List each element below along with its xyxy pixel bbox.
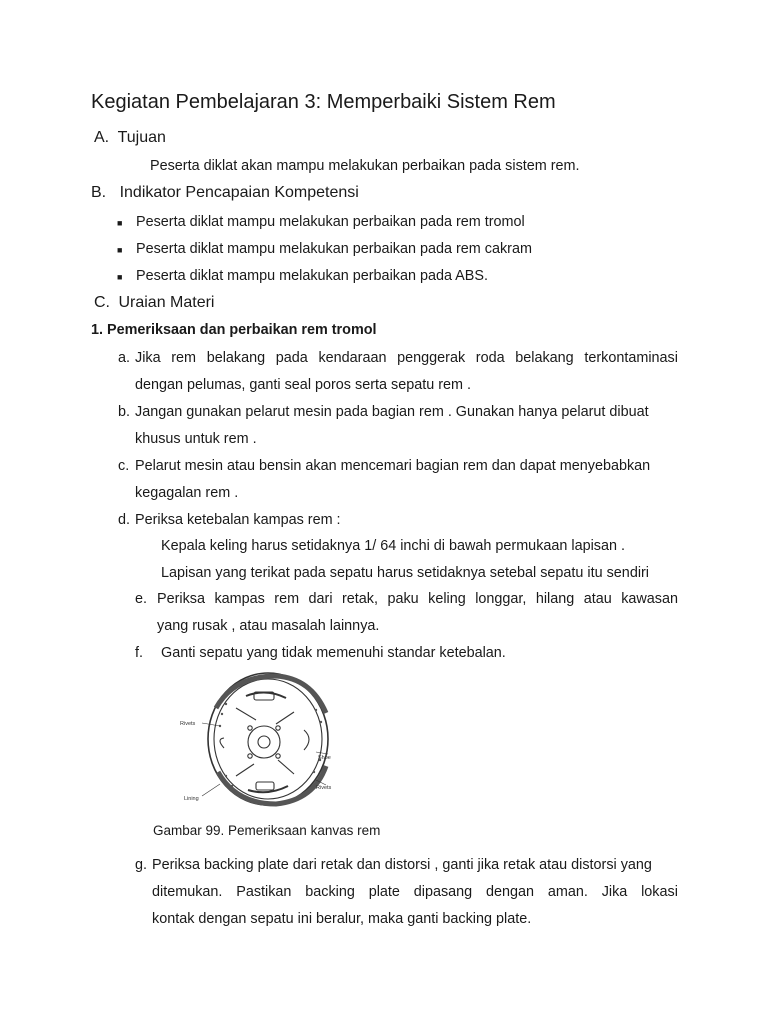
brake-drum-illustration <box>176 668 336 810</box>
word: keling <box>428 591 466 607</box>
word: backing <box>305 884 355 900</box>
label-lining: Lining <box>184 796 199 802</box>
item-a-marker: a. <box>118 350 131 366</box>
word: plate <box>368 884 400 900</box>
item-e-marker: e. <box>135 591 148 607</box>
word: dipasang <box>413 884 473 900</box>
word: hilang <box>535 591 575 607</box>
page-title: Kegiatan Pembelajaran 3: Memperbaiki Sistem Rem <box>91 91 556 113</box>
item-e-line2: yang rusak , atau masalah lainnya. <box>157 618 380 634</box>
section-a-text: Peserta diklat akan mampu melakukan perbaikan pada sistem rem. <box>150 158 580 174</box>
section-c-heading <box>94 294 214 312</box>
item-g-line3: kontak dengan sepatu ini beralur, maka ganti backing plate. <box>152 911 532 927</box>
word: Periksa <box>157 591 205 607</box>
bullet-icon: ■ <box>117 272 123 282</box>
word: dengan <box>486 884 535 900</box>
word: belakang <box>515 350 574 366</box>
word: pada <box>275 350 308 366</box>
section-a-title: Tujuan <box>117 129 166 146</box>
label-rivets: Rivets <box>180 721 196 727</box>
section-b-heading <box>91 184 359 202</box>
section-c-label: C. <box>94 294 110 311</box>
label-rivets-2: Rivets <box>316 785 332 791</box>
subsection-heading: 1. Pemeriksaan dan perbaikan rem tromol <box>91 322 377 338</box>
word: aman. <box>547 884 588 900</box>
item-b-marker: b. <box>118 404 131 420</box>
bullet-text: Peserta diklat mampu melakukan perbaikan pada rem tromol <box>136 214 525 230</box>
item-d-marker: d. <box>118 512 131 528</box>
section-a-label: A. <box>94 129 110 146</box>
item-a-line1 <box>135 350 678 366</box>
word: penggerak <box>397 350 466 366</box>
bullet-icon: ■ <box>117 245 123 255</box>
word: Pastikan <box>236 884 292 900</box>
item-f-marker: f. <box>135 645 143 661</box>
item-d-sub2: Lapisan yang terikat pada sepatu harus setidaknya setebal sepatu itu sendiri <box>161 565 650 581</box>
item-c-line1: Pelarut mesin atau bensin akan mencemari bagian rem dan dapat menyebabkan <box>135 458 651 474</box>
item-b-line2: khusus untuk rem . <box>135 431 257 447</box>
section-b-label: B. <box>91 184 107 201</box>
label-shoe: Shoe <box>318 755 331 761</box>
word: terkontaminasi <box>584 350 678 366</box>
word: Jika <box>601 884 628 900</box>
item-c-line2: kegagalan rem . <box>135 485 239 501</box>
word: roda <box>475 350 505 366</box>
word: longgar, <box>475 591 527 607</box>
section-c-title: Uraian Materi <box>118 294 215 311</box>
word: paku <box>387 591 419 607</box>
word: belakang <box>206 350 266 366</box>
bullet-icon: ■ <box>117 218 123 228</box>
word: rem <box>274 591 300 607</box>
word: dari <box>308 591 333 607</box>
section-b-title: Indikator Pencapaian Kompetensi <box>119 184 359 201</box>
word: kendaraan <box>318 350 387 366</box>
item-e-line1 <box>157 591 678 607</box>
list-item <box>117 214 525 230</box>
item-c-marker: c. <box>118 458 130 474</box>
word: kawasan <box>621 591 678 607</box>
bullet-text: Peserta diklat mampu melakukan perbaikan pada rem cakram <box>136 241 532 257</box>
list-item <box>117 268 488 284</box>
section-a-heading <box>94 129 166 147</box>
bullet-text: Peserta diklat mampu melakukan perbaikan pada ABS. <box>136 268 488 284</box>
word: Jika <box>135 350 161 366</box>
item-d-line1: Periksa ketebalan kampas rem : <box>135 512 341 528</box>
item-a-line2: dengan pelumas, ganti seal poros serta sepatu rem . <box>135 377 471 393</box>
word: ditemukan. <box>152 884 223 900</box>
item-g-line1: Periksa backing plate dari retak dan distorsi , ganti jika retak atau distorsi yang <box>152 857 652 873</box>
item-b-line1: Jangan gunakan pelarut mesin pada bagian rem . Gunakan hanya pelarut dibuat <box>135 404 649 420</box>
item-g-line2 <box>152 884 678 900</box>
word: retak, <box>342 591 378 607</box>
word: rem <box>171 350 197 366</box>
list-item <box>117 241 532 257</box>
item-g-marker: g. <box>135 857 148 873</box>
item-f-line1: Ganti sepatu yang tidak memenuhi standar ketebalan. <box>161 645 506 661</box>
word: atau <box>583 591 612 607</box>
word: kampas <box>214 591 265 607</box>
item-d-sub1: Kepala keling harus setidaknya 1/ 64 inchi di bawah permukaan lapisan . <box>161 538 625 554</box>
word: lokasi <box>641 884 678 900</box>
figure-caption: Gambar 99. Pemeriksaan kanvas rem <box>153 823 381 838</box>
